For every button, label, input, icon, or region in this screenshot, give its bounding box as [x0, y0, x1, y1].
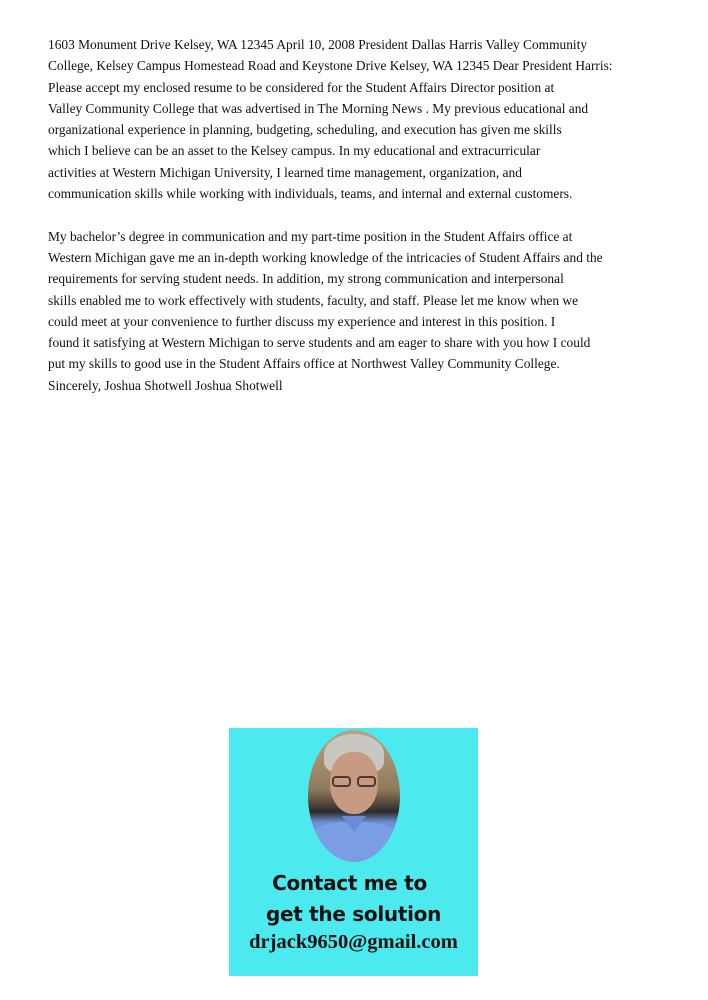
- text-line: skills enabled me to work effectively with students, faculty, and staff. Please let me know when we: [48, 292, 579, 308]
- contact-email[interactable]: drjack9650@gmail.com: [249, 931, 458, 953]
- portrait-glasses: [330, 776, 378, 788]
- contact-ad-banner[interactable]: [229, 728, 478, 976]
- text-line: organizational experience in planning, budgeting, scheduling, and execution has given me skills: [48, 122, 562, 138]
- paragraph-2: [48, 226, 668, 396]
- text-line: which I believe can be an asset to the Kelsey campus. In my educational and extracurricular: [48, 143, 541, 159]
- signature-line: Sincerely, Joshua Shotwell Joshua Shotwell: [48, 377, 283, 393]
- letter-body: [48, 34, 668, 396]
- text-line: College, Kelsey Campus Homestead Road and Keystone Drive Kelsey, WA 12345 Dear President Harris:: [48, 58, 613, 74]
- text-line: could meet at your convenience to further discuss my experience and interest in this position. I: [48, 313, 556, 329]
- person-portrait-icon: [308, 730, 400, 862]
- text-line: activities at Western Michigan University, I learned time management, organization, and: [48, 164, 522, 180]
- paragraph-spacer: [48, 204, 668, 225]
- text-line: put my skills to good use in the Student Affairs office at Northwest Valley Community College.: [48, 356, 560, 372]
- text-line: found it satisfying at Western Michigan to serve students and am eager to share with you how I could: [48, 335, 591, 351]
- text-line: My bachelor’s degree in communication and my part-time position in the Student Affairs office at: [48, 228, 573, 244]
- cta-line-1: Contact me to: [272, 871, 427, 895]
- text-line: communication skills while working with individuals, teams, and internal and external customers.: [48, 186, 573, 202]
- text-line: 1603 Monument Drive Kelsey, WA 12345 April 10, 2008 President Dallas Harris Valley Community: [48, 37, 588, 52]
- text-line: Western Michigan gave me an in-depth working knowledge of the intricacies of Student Affairs and the: [48, 249, 603, 265]
- cta-line-2: get the solution: [265, 902, 442, 926]
- paragraph-1: [48, 34, 668, 204]
- ad-call-to-action: [229, 868, 478, 930]
- text-line: Please accept my enclosed resume to be considered for the Student Affairs Director position at: [48, 79, 555, 95]
- text-line: requirements for serving student needs. In addition, my strong communication and interpersonal: [48, 271, 564, 287]
- text-line: Valley Community College that was advertised in The Morning News . My previous educational and: [48, 100, 589, 116]
